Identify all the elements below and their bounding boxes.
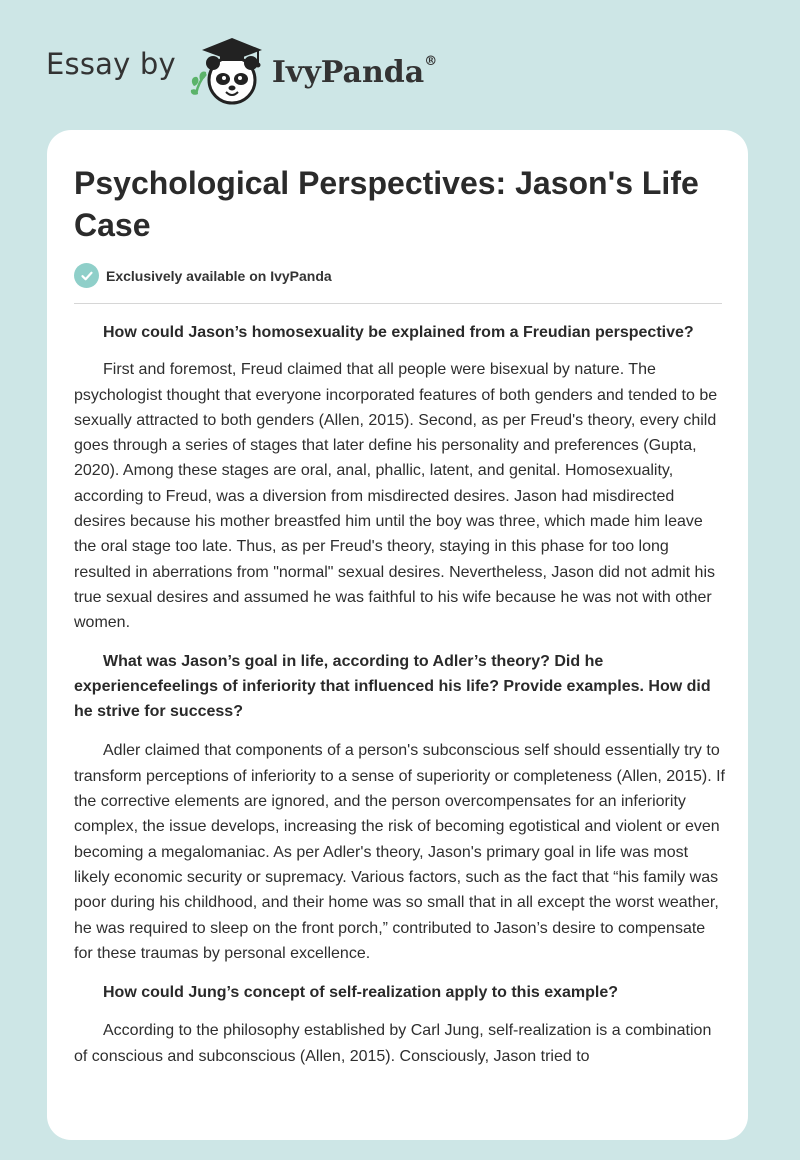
divider (74, 303, 722, 304)
essay-title: Psychological Perspectives: Jason's Life Case (74, 165, 699, 243)
ivypanda-brand-name[interactable] (272, 55, 437, 90)
check-circle-icon (74, 263, 99, 288)
answer-paragraph: According to the philosophy established by Carl Jung, self-realization is a combination of conscious and subconscious (Allen, 2015). Consciously, Jason tried to (74, 1022, 712, 1065)
question-heading: What was Jason’s goal in life, according to Adler’s theory? Did he experiencefeelings of inferiority that influenced his life? Provide examples. How did he strive for success? (74, 652, 711, 721)
registered-mark: ® (424, 53, 438, 69)
answer-paragraph: First and foremost, Freud claimed that all people were bisexual by nature. The psychologist thought that everyone incorporated features of both genders and tended to be sexually attracted to both genders (Allen, 2015). Second, as per Freud's theory, every child goes through a series of stages that later define his personality and preferences (Gupta, 2020). Among these stages are oral, anal, phallic, latent, and genital. Homosexuality, according to Freud, was a diversion from misdirected desires. Jason had misdirected desires because his mother breastfed him until the boy was three, which made him leave the oral stage too late. Thus, as per Freud's theory, staying in this phase for too long resulted in aberrations from "normal" sexual desires. Nevertheless, Jason did not admit his true sexual desires and assumed he was faithful to his wife because he was not with other women. (74, 361, 718, 632)
site-header (46, 30, 437, 110)
essay-by-label: Essay by (46, 47, 176, 81)
essay-body (74, 320, 726, 1069)
exclusive-badge-label: Exclusively available on IvyPanda (106, 267, 332, 284)
answer-paragraph: Adler claimed that components of a person's subconscious self should essentially try to transform perceptions of inferiority to a sense of superiority or completeness (Allen, 2015). If the corrective elements are ignored, and the person overcompensates for an inferiority complex, the issue develops, increasing the risk of becoming egotistical and violent or even becoming a megalomaniac. As per Adler's theory, Jason's primary goal in life was most likely economic security or supremacy. Various factors, such as the fact that “his family was poor during his childhood, and their home was so small that in all except the worst weather, he was required to sleep on the front porch,” contributed to Jason’s desire to compensate for these traumas by personal excellence. (74, 742, 725, 962)
question-heading: How could Jason’s homosexuality be explained from a Freudian perspective? (103, 324, 694, 341)
ivypanda-panda-logo-icon[interactable] (188, 30, 268, 110)
brand-text: IvyPanda (271, 54, 425, 90)
exclusive-badge (74, 263, 332, 288)
question-heading: How could Jung’s concept of self-realization apply to this example? (103, 984, 619, 1002)
essay-card (47, 130, 748, 1140)
